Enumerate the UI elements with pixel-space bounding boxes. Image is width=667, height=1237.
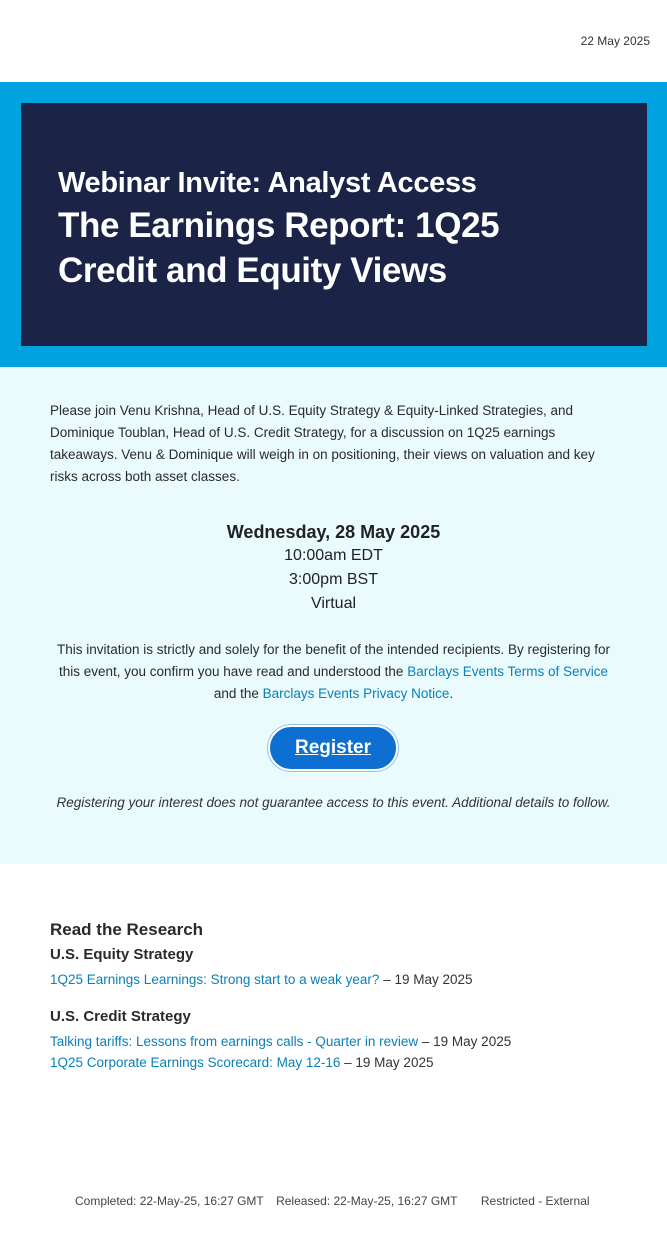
- research-item: [50, 1052, 630, 1073]
- research-section: [50, 918, 630, 1073]
- email-date: 22 May 2025: [580, 34, 650, 48]
- terms-of-service-link[interactable]: Barclays Events Terms of Service: [407, 664, 609, 679]
- privacy-notice-link[interactable]: Barclays Events Privacy Notice: [262, 686, 450, 701]
- hero-title: [58, 203, 611, 293]
- footer: [75, 1194, 590, 1208]
- research-date: – 19 May 2025: [379, 972, 473, 987]
- research-item: [50, 1031, 630, 1052]
- section-title-credit: U.S. Credit Strategy: [50, 1008, 191, 1025]
- research-link[interactable]: Talking tariffs: Lessons from earnings calls - Quarter in review: [50, 1034, 419, 1049]
- intro-paragraph: Please join Venu Krishna, Head of U.S. Equity Strategy & Equity-Linked Strategies, and Dominique Toublan, Head of U.S. Credit Strategy, for a discussion on 1Q25 earnings takeaways. Venu & Dominique will weigh in on positioning, their views on valuation and key risks across both asset classes.: [50, 403, 595, 484]
- hero-kicker: Webinar Invite: Analyst Access: [58, 167, 477, 199]
- footer-released: Released: 22-May-25, 16:27 GMT: [276, 1194, 458, 1208]
- event-details: [0, 520, 667, 616]
- hero-banner: [0, 82, 667, 367]
- footer-completed: Completed: 22-May-25, 16:27 GMT: [75, 1194, 264, 1208]
- disclaimer-text: [48, 639, 619, 705]
- access-note: Registering your interest does not guarantee access to this event. Additional details to follow.: [56, 795, 611, 810]
- footer-classification: Restricted - External: [480, 1194, 590, 1208]
- research-link[interactable]: 1Q25 Corporate Earnings Scorecard: May 12-16: [50, 1055, 341, 1070]
- research-heading: Read the Research: [50, 920, 204, 939]
- event-time-edt: 10:00am EDT: [284, 547, 383, 564]
- research-date: – 19 May 2025: [418, 1034, 512, 1049]
- hero-title-line-1: The Earnings Report: 1Q25: [58, 206, 500, 245]
- research-date: – 19 May 2025: [340, 1055, 434, 1070]
- hero-box: [21, 103, 647, 346]
- research-link[interactable]: 1Q25 Earnings Learnings: Strong start to a weak year?: [50, 972, 380, 987]
- event-location: Virtual: [310, 595, 357, 612]
- hero-title-line-2: Credit and Equity Views: [58, 251, 447, 290]
- event-time-bst: 3:00pm BST: [289, 571, 378, 588]
- invite-section: [0, 367, 667, 864]
- disclaimer-suffix: .: [449, 686, 454, 701]
- disclaimer-middle: and the: [213, 686, 263, 701]
- event-date: Wednesday, 28 May 2025: [226, 522, 441, 542]
- disclaimer-prefix: This invitation is strictly and solely for the benefit of the intended recipients. By registering for this event, you confirm you have read and understood the: [56, 642, 611, 679]
- research-item: [50, 969, 630, 990]
- register-button[interactable]: Register: [268, 725, 398, 771]
- section-title-equity: U.S. Equity Strategy: [50, 946, 194, 963]
